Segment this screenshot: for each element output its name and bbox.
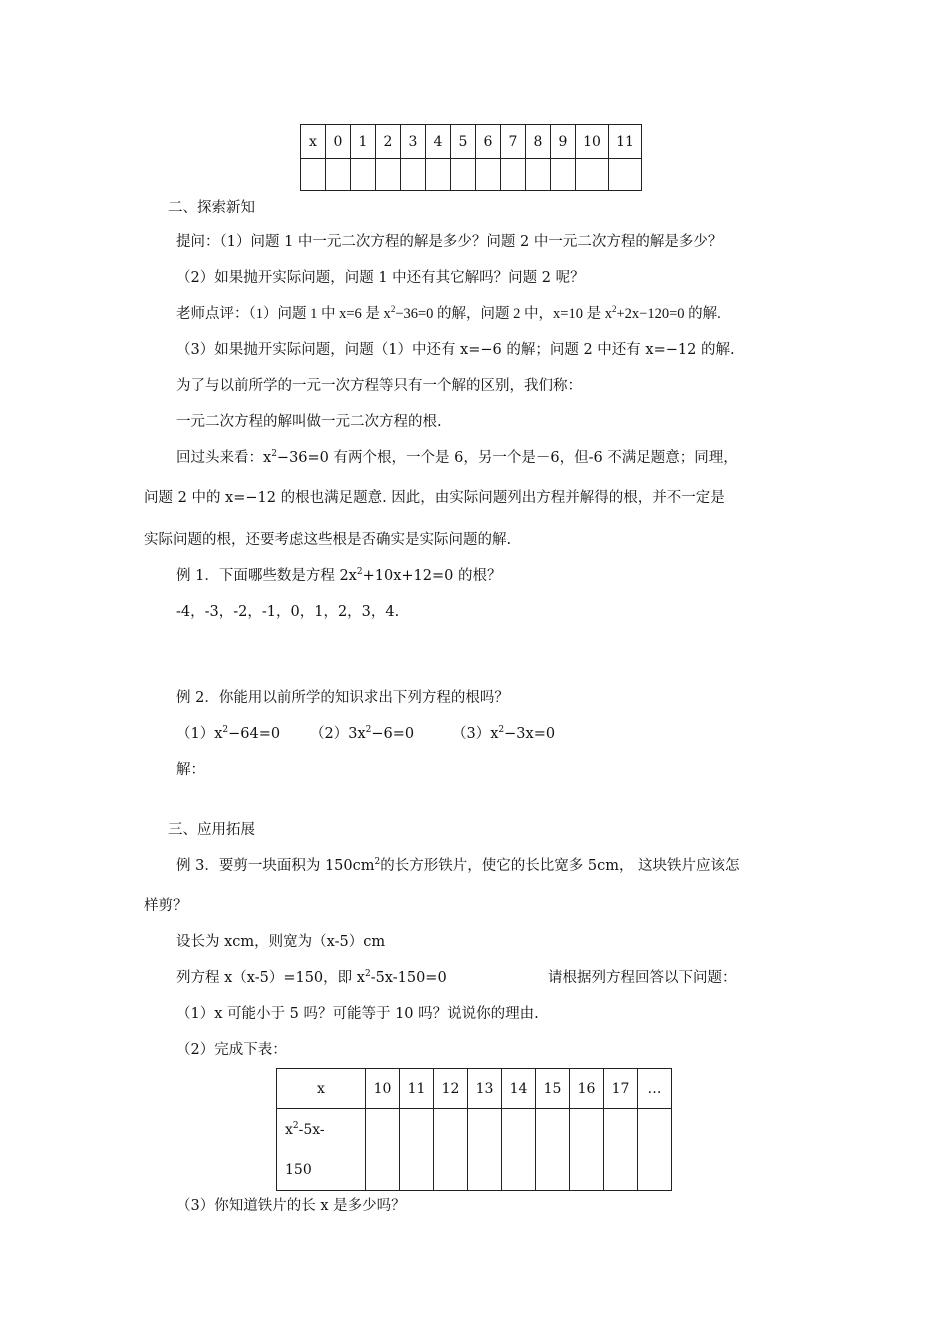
superscript: 2: [611, 304, 617, 314]
table-cell: …: [638, 1069, 672, 1109]
text-span: 老师点评：（1）问题 1 中 x=6 是 x: [176, 306, 391, 322]
table-cell: 8: [526, 125, 551, 159]
table-cell: [468, 1109, 502, 1191]
text-span: （2）3x: [310, 726, 366, 742]
text-span: −36=0 的解，问题 2 中，x=10 是 x: [395, 306, 612, 322]
table-cell: [326, 159, 351, 191]
table-cell: [476, 159, 501, 191]
table-cell: x: [277, 1069, 366, 1109]
table-cell: [551, 159, 576, 191]
table-cell: [638, 1109, 672, 1191]
text-span: 的长方形铁片，使它的长比宽多 5cm， 这块铁片应该怎: [380, 858, 740, 874]
value-table-1: [300, 124, 642, 191]
table-row: [301, 125, 642, 159]
text-span: −36=0 有两个根，一个是 6，另一个是－6，但-6 不满足题意；同理，: [276, 450, 738, 466]
table-cell: 12: [434, 1069, 468, 1109]
table-row: [277, 1069, 672, 1109]
table-cell: 14: [502, 1069, 536, 1109]
table-cell: [526, 159, 551, 191]
paragraph: （3）如果抛开实际问题，问题（1）中还有 x=−6 的解；问题 2 中还有 x=−12 的解.: [176, 342, 735, 358]
text-span: 例 3．要剪一块面积为 150cm: [176, 858, 375, 874]
value-table-2: [276, 1068, 672, 1191]
table-cell: x: [301, 125, 326, 159]
table-cell: 10: [366, 1069, 400, 1109]
table-cell: [609, 159, 642, 191]
paragraph: -4，-3，-2，-1，0，1，2，3，4.: [176, 604, 400, 620]
superscript: 2: [390, 304, 396, 314]
table-cell: 7: [501, 125, 526, 159]
text-span: -5x-: [298, 1121, 325, 1138]
table-cell: [376, 159, 401, 191]
superscript: 2: [498, 725, 505, 735]
paragraph: [176, 448, 738, 468]
superscript: 2: [271, 449, 277, 459]
paragraph: （2）如果抛开实际问题，问题 1 中还有其它解吗？问题 2 呢？: [176, 270, 585, 286]
text-span: −64=0: [228, 726, 281, 742]
superscript: 2: [222, 725, 229, 735]
paragraph: 请根据列方程回答以下问题：: [548, 970, 737, 986]
paragraph: 设长为 xcm，则宽为（x-5）cm: [176, 934, 386, 950]
table-cell: [501, 159, 526, 191]
paragraph: 样剪？: [144, 898, 188, 914]
equation-2: [310, 724, 414, 744]
table-cell: 10: [576, 125, 609, 159]
text-span: 例 1．下面哪些数是方程 2x: [176, 568, 357, 584]
paragraph: 例 2．你能用以前所学的知识求出下列方程的根吗？: [176, 690, 509, 706]
table-cell: 4: [426, 125, 451, 159]
paragraph: 一元二次方程的解叫做一元二次方程的根.: [176, 414, 442, 430]
table-cell: [604, 1109, 638, 1191]
table-cell: 11: [400, 1069, 434, 1109]
table-cell: 2: [376, 125, 401, 159]
paragraph: 为了与以前所学的一元一次方程等只有一个解的区别，我们称：: [176, 378, 582, 394]
table-cell: [401, 159, 426, 191]
table-cell: [451, 159, 476, 191]
table-cell: 17: [604, 1069, 638, 1109]
paragraph: （2）完成下表：: [176, 1042, 287, 1058]
table-cell: [301, 159, 326, 191]
table-cell: [351, 159, 376, 191]
text-span: +10x+12=0 的根？: [362, 568, 502, 584]
paragraph: [176, 968, 447, 988]
table-cell: [426, 159, 451, 191]
table-cell: 0: [326, 125, 351, 159]
table-cell: 5: [451, 125, 476, 159]
table-cell: 11: [609, 125, 642, 159]
superscript: 2: [356, 567, 363, 577]
paragraph: 解：: [176, 762, 205, 778]
table-cell: 3: [401, 125, 426, 159]
table-cell: 16: [570, 1069, 604, 1109]
paragraph: 提问：（1）问题 1 中一元二次方程的解是多少？问题 2 中一元二次方程的解是多少？: [176, 234, 723, 250]
text-span: x: [285, 1121, 293, 1138]
text-span: −6=0: [371, 726, 415, 742]
text-span: 150: [285, 1161, 312, 1178]
section-heading: 三、应用拓展: [168, 822, 255, 838]
paragraph: （3）你知道铁片的长 x 是多少吗？: [176, 1198, 406, 1214]
paragraph: [176, 856, 740, 876]
table-cell: 15: [536, 1069, 570, 1109]
text-span: （3）x: [452, 726, 499, 742]
equation-3: [452, 724, 555, 744]
equation-1: [176, 724, 280, 744]
text-span: -5x-150=0: [370, 970, 447, 986]
table-cell: 6: [476, 125, 501, 159]
text-span: −3x=0: [504, 726, 556, 742]
table-cell: [570, 1109, 604, 1191]
superscript: 2: [292, 1120, 299, 1131]
text-span: 回过头来看：x: [176, 450, 272, 466]
paragraph: 问题 2 中的 x=−12 的根也满足题意. 因此，由实际问题列出方程并解得的根，并不一定是: [144, 490, 725, 506]
paragraph: （1）x 可能小于 5 吗？可能等于 10 吗？说说你的理由.: [176, 1006, 539, 1022]
table-cell: [434, 1109, 468, 1191]
superscript: 2: [364, 969, 371, 979]
superscript: 2: [374, 857, 381, 867]
paragraph: 实际问题的根，还要考虑这些根是否确实是实际问题的解.: [144, 532, 512, 548]
table-cell: [366, 1109, 400, 1191]
paragraph: [176, 566, 501, 586]
row-label-cell: [277, 1109, 366, 1191]
table-cell: [400, 1109, 434, 1191]
table-cell: [536, 1109, 570, 1191]
text-span: 列方程 x（x-5）=150，即 x: [176, 970, 365, 986]
table-row: [301, 159, 642, 191]
table-cell: 13: [468, 1069, 502, 1109]
section-heading: 二、探索新知: [168, 200, 255, 216]
paragraph: [176, 304, 721, 324]
superscript: 2: [365, 725, 372, 735]
table-cell: 1: [351, 125, 376, 159]
table-cell: [576, 159, 609, 191]
table-cell: [502, 1109, 536, 1191]
text-span: （1）x: [176, 726, 223, 742]
table-row: [277, 1109, 672, 1191]
text-span: +2x−120=0 的解.: [616, 306, 721, 322]
table-cell: 9: [551, 125, 576, 159]
